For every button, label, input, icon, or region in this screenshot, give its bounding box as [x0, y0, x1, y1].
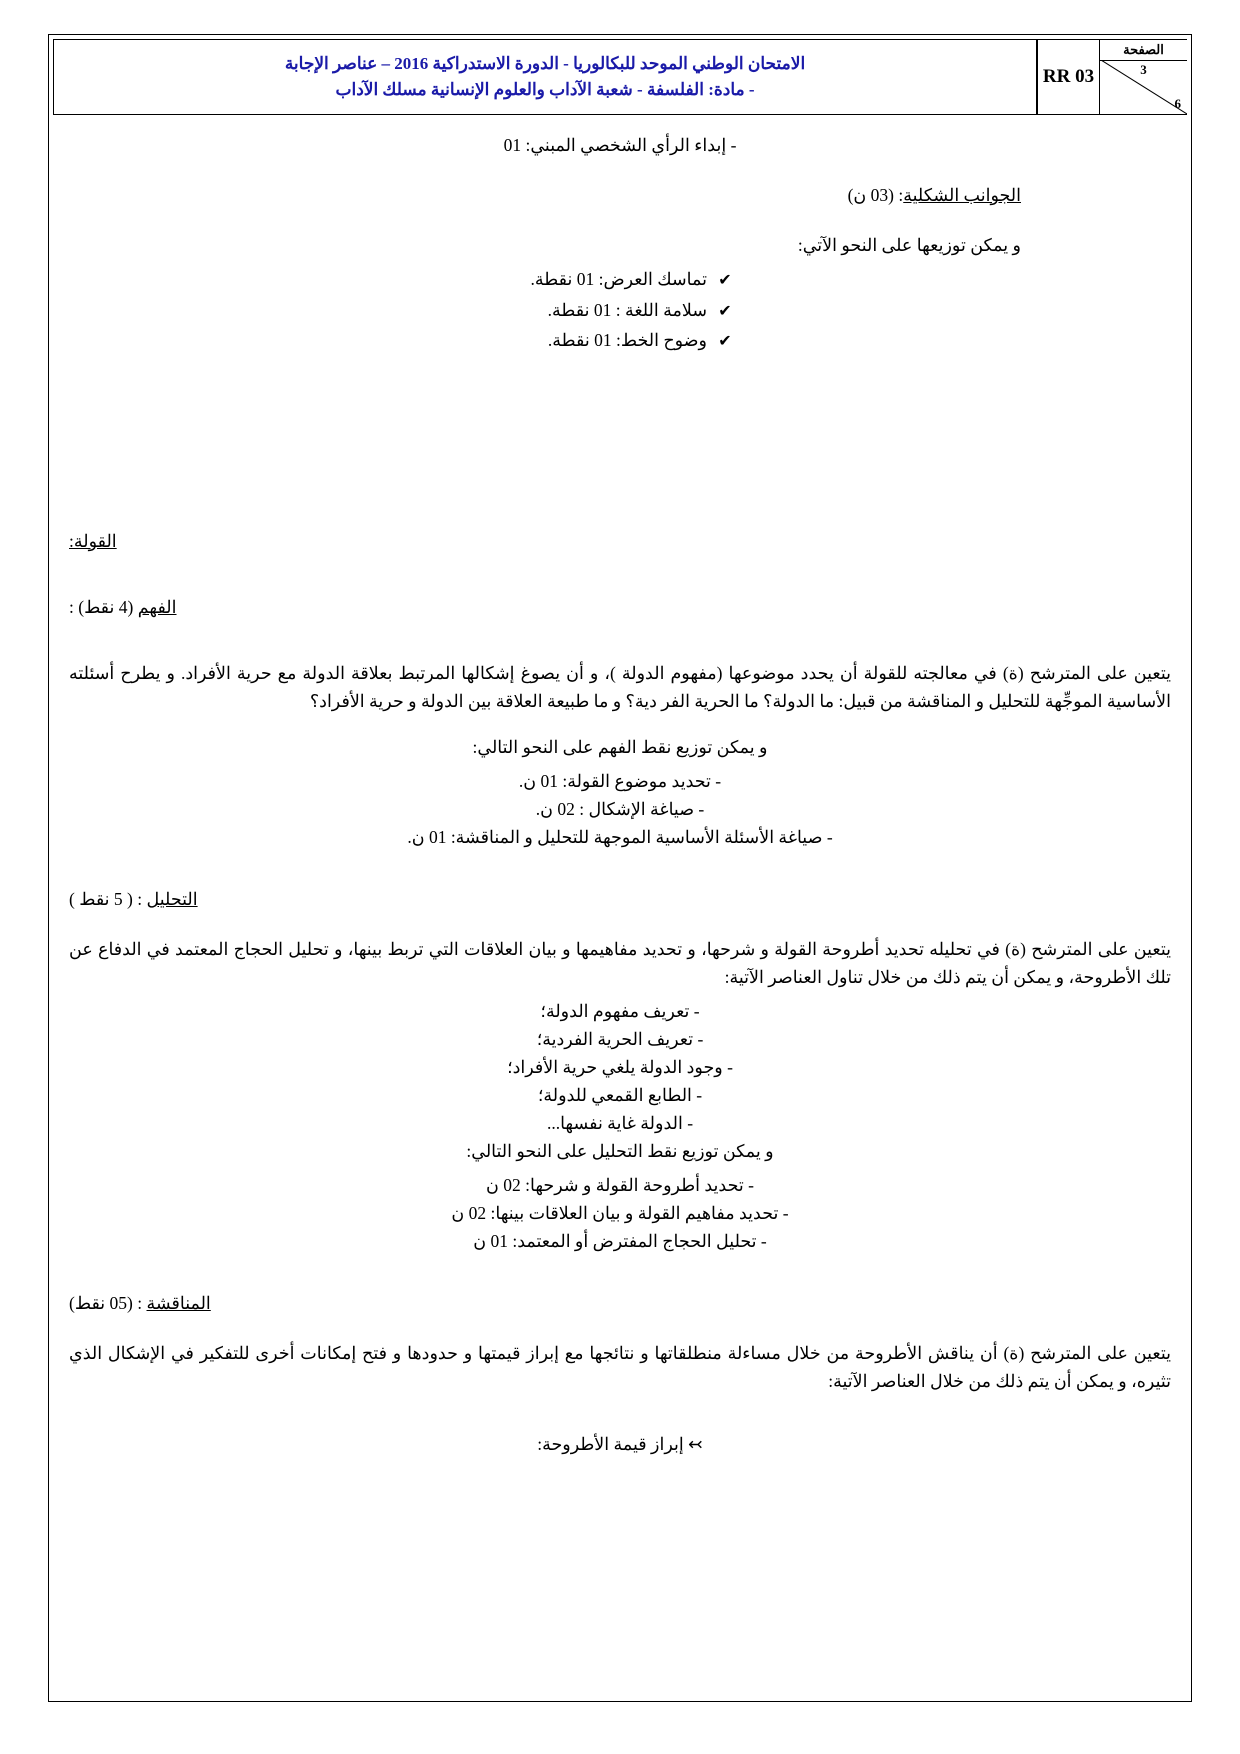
- list-item: [69, 823, 1171, 851]
- list-item: [69, 1227, 1171, 1255]
- list-item: [69, 795, 1171, 823]
- list-item-label: - صياغة الإشكال : 02 ن.: [535, 798, 705, 819]
- list-item-label: - الدولة غاية نفسها...: [546, 1112, 694, 1133]
- formal-aspects-list: [69, 265, 1171, 355]
- exam-title: [53, 39, 1037, 115]
- discussion-paragraph: يتعين على المترشح (ة) أن يناقش الأطروحة من خلال مساءلة منطلقاتها و نتائجها مع إبراز قيمتها و حدودها و فتح إمكانات أخرى للتفكير في الإشكال الذي تثيره، و يمكن أن يتم ذلك من خلال العناصر الآتية:: [69, 1342, 1171, 1391]
- page-content: [69, 131, 1171, 1691]
- list-item-label: - تعريف مفهوم الدولة؛: [540, 1000, 700, 1021]
- personal-opinion-line: - إبداء الرأي الشخصي المبني: 01: [503, 135, 737, 155]
- list-item-label: - وجود الدولة يلغي حرية الأفراد؛: [507, 1056, 733, 1077]
- list-item-label: - تحديد موضوع القولة: 01 ن.: [518, 770, 722, 791]
- comprehension-distribution-list: [69, 767, 1171, 851]
- comprehension-distribution-intro: و يمكن توزيع نقط الفهم على النحو التالي:: [472, 736, 768, 757]
- list-item-label: - تحديد مفاهيم القولة و بيان العلاقات بينها: 02 ن: [451, 1202, 789, 1223]
- formal-aspects-score: : (03 ن): [847, 185, 904, 205]
- list-item: [69, 1025, 1171, 1053]
- comprehension-score: (4 نقط) :: [69, 596, 134, 617]
- list-item-label: - تعريف الحرية الفردية؛: [536, 1028, 704, 1049]
- comprehension-label: الفهم: [137, 596, 177, 617]
- list-item: [69, 767, 1171, 795]
- page-label: الصفحة: [1123, 42, 1164, 57]
- comprehension-heading: [69, 593, 1171, 621]
- quote-section-label: القولة:: [69, 530, 117, 551]
- list-item-label: - صياغة الأسئلة الأساسية الموجهة للتحليل و المناقشة: 01 ن.: [407, 826, 833, 847]
- list-item-label: وضوح الخط: 01 نقطة.: [547, 330, 707, 351]
- analysis-score: : ( 5 نقط ): [69, 888, 143, 909]
- analysis-label: التحليل: [146, 888, 198, 909]
- exam-code: RR 03: [1037, 39, 1099, 115]
- analysis-elements-list: [69, 997, 1171, 1137]
- current-page-number: 3: [1140, 62, 1147, 77]
- list-item: [69, 1109, 1171, 1137]
- quote-section-heading: [69, 527, 1171, 555]
- formal-aspects-label: الجوانب الشكلية: [903, 185, 1021, 205]
- comprehension-paragraph: يتعين على المترشح (ة) في معالجته للقولة أن يحدد موضوعها (مفهوم الدولة )، و أن يصوغ إشكالها المرتبط بعلاقة الدولة مع حرية الأفراد. و يطرح أسئلته الأساسية الموجِّهة للتحليل و المناقشة من قبيل: ما الدولة؟ ما الحرية الفر دية؟ و ما طبيعة العلاقة بين الدولة و حرية الأفراد؟: [69, 662, 1171, 711]
- list-item-label: - تحديد أطروحة القولة و شرحها: 02 ن: [486, 1174, 754, 1195]
- check-icon: ✔: [718, 272, 732, 289]
- analysis-distribution-intro: و يمكن توزيع نقط التحليل على النحو التالي:: [466, 1140, 774, 1161]
- check-icon: ✔: [718, 333, 732, 351]
- list-item: [69, 265, 1171, 294]
- check-icon: ✔: [718, 302, 732, 320]
- list-item-label: - الطابع القمعي للدولة؛: [537, 1084, 703, 1105]
- list-item-label: تماسك العرض: 01 نقطة.: [530, 269, 707, 289]
- list-item-label: سلامة اللغة : 01 نقطة.: [547, 299, 707, 320]
- list-item-label: - تحليل الحجاج المفترض أو المعتمد: 01 ن: [473, 1230, 767, 1251]
- discussion-heading: [69, 1289, 1171, 1317]
- list-item: [69, 326, 1171, 355]
- list-item: [69, 296, 1171, 325]
- analysis-distribution-list: [69, 1171, 1171, 1255]
- list-item: [69, 1053, 1171, 1081]
- discussion-label: المناقشة: [146, 1292, 211, 1313]
- list-item: [69, 997, 1171, 1025]
- analysis-heading: [69, 885, 1171, 913]
- list-item: [69, 1199, 1171, 1227]
- formal-aspects-heading: [69, 181, 1171, 209]
- analysis-paragraph: يتعين على المترشح (ة) في تحليله تحديد أطروحة القولة و شرحها، و تحديد مفاهيمها و بيان العلاقات التي تربط بينها، و تحليل الحجاج المعتمد في الدفاع عن تلك الأطروحة، و يمكن أن يتم ذلك من خلال تناول العناصر الآتية:: [69, 938, 1171, 987]
- page-number-box: [1099, 39, 1187, 115]
- discussion-arrow-item: ↢ إبراز قيمة الأطروحة:: [537, 1434, 703, 1455]
- discussion-score: : (05 نقط): [69, 1292, 143, 1313]
- exam-answer-page: [48, 34, 1192, 1702]
- list-item: [69, 1081, 1171, 1109]
- page-header: [53, 39, 1187, 115]
- list-item: [69, 1171, 1171, 1199]
- exam-title-line-2: - مادة: الفلسفة - شعبة الآداب والعلوم الإنسانية مسلك الآداب: [335, 80, 755, 99]
- formal-aspects-intro: و يمكن توزيعها على النحو الآتي:: [797, 235, 1021, 255]
- total-page-number: 6: [1174, 96, 1181, 111]
- exam-title-line-1: الامتحان الوطني الموحد للبكالوريا - الدورة الاستدراكية 2016 – عناصر الإجابة: [284, 53, 806, 73]
